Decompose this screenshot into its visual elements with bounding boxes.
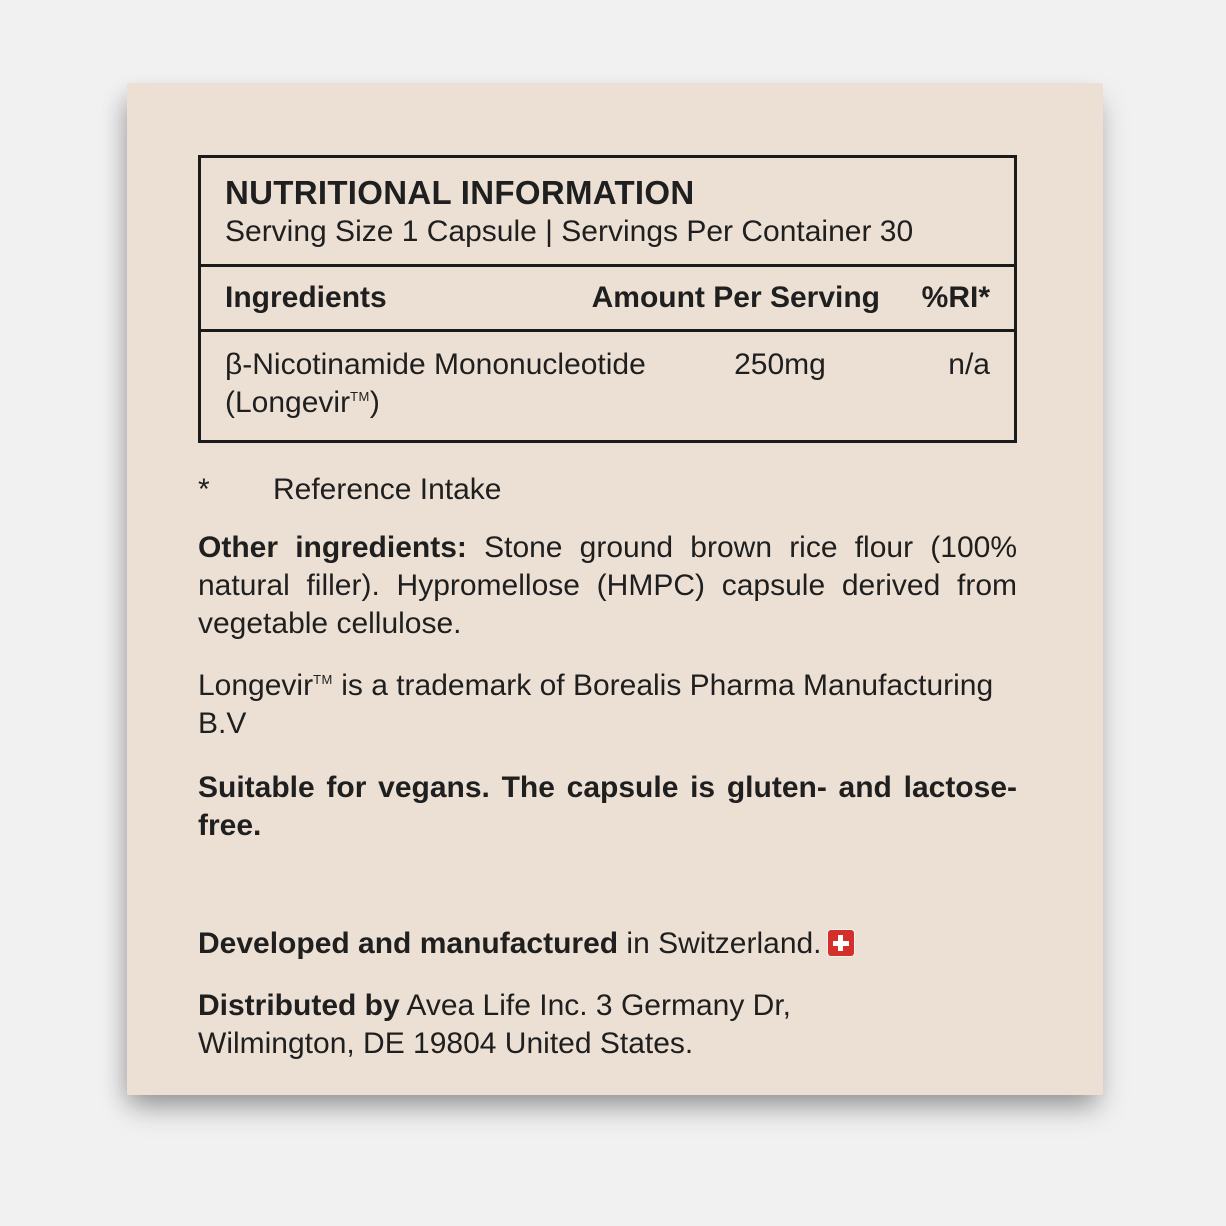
vegan-note: Suitable for vegans. The capsule is gluten- and lactose-free.	[198, 771, 1017, 842]
column-header-ri: %RI*	[921, 281, 990, 314]
trademark-symbol: TM	[350, 389, 370, 404]
nutrition-facts-table	[198, 155, 1017, 443]
ingredient-name-cell	[225, 346, 680, 422]
origin-label: Developed and manufactured	[198, 927, 619, 960]
origin-text: in Switzerland.	[618, 927, 822, 960]
ingredient-amount: 250mg	[734, 348, 826, 381]
serving-info: Serving Size 1 Capsule | Servings Per Container 30	[225, 215, 914, 248]
column-header-amount-per-serving: Amount Per Serving	[591, 281, 880, 314]
table-header-section	[201, 158, 1014, 264]
other-ingredients-label: Other ingredients:	[198, 531, 467, 564]
reference-intake-text: Reference Intake	[273, 473, 502, 506]
distribution-address-line1: Avea Life Inc. 3 Germany Dr,	[399, 989, 791, 1022]
ingredient-ri-value: n/a	[948, 348, 990, 381]
other-ingredients-text: Stone ground brown rice flour (100% natural filler). Hypromellose (HMPC) capsule derived from vegetable cellulose.	[198, 531, 1017, 640]
reference-intake-note	[198, 471, 1017, 509]
ingredient-name: β-Nicotinamide Mononucleotide	[225, 348, 646, 381]
trademark-text: is a trademark of Borealis Pharma Manufacturing B.V	[198, 669, 994, 740]
distribution-paragraph	[198, 987, 1017, 1063]
column-header-ingredients: Ingredients	[225, 281, 387, 314]
origin-paragraph	[198, 925, 1017, 963]
asterisk-symbol: *	[198, 473, 210, 506]
brand-suffix: )	[369, 386, 380, 419]
distribution-label: Distributed by	[198, 989, 400, 1022]
table-row	[201, 332, 1014, 440]
table-title: NUTRITIONAL INFORMATION	[225, 174, 695, 211]
trademark-paragraph	[198, 667, 1017, 743]
trademark-brand: Longevir	[198, 669, 314, 702]
ingredient-brand	[225, 384, 672, 422]
trademark-symbol: TM	[313, 672, 333, 687]
swiss-flag-icon	[828, 930, 854, 956]
other-ingredients-paragraph	[198, 529, 1017, 643]
table-column-headers	[201, 264, 1014, 332]
brand-prefix: (Longevir	[225, 386, 351, 419]
distribution-address-line2: Wilmington, DE 19804 United States.	[198, 1027, 694, 1060]
nutrition-label-card	[127, 83, 1103, 1095]
